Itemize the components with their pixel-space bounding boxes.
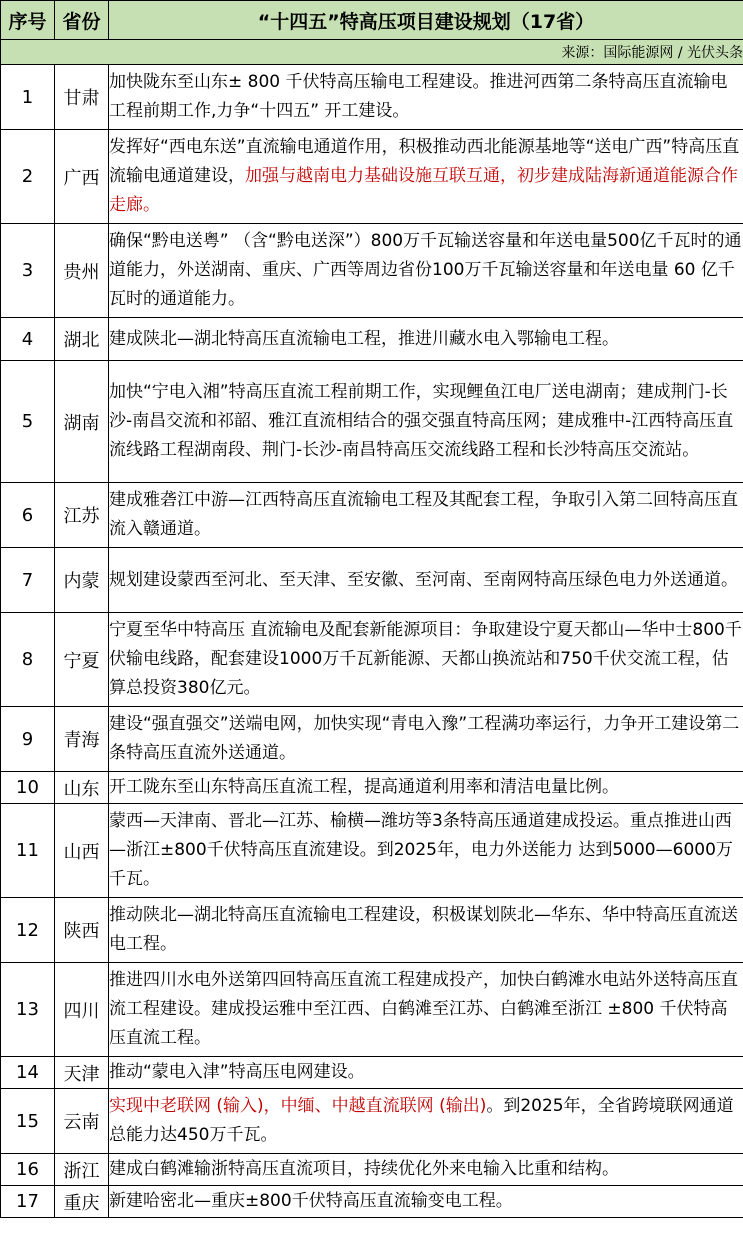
source-text: 来源：国际能源网 / 光伏头条	[1, 40, 743, 65]
header-province: 省份	[55, 1, 109, 40]
source-row	[1, 40, 743, 65]
table-row	[1, 1089, 743, 1154]
row-text: 新建哈密北—重庆±800千伏特高压直流输变电工程。	[109, 1191, 513, 1211]
row-province: 贵州	[55, 224, 109, 318]
row-text: 推动陕北—湖北特高压直流输电工程建设，积极谋划陕北—华东、华中特高压直流送电工程。	[109, 905, 738, 954]
row-content	[109, 898, 743, 963]
row-number: 14	[1, 1057, 55, 1089]
table-row	[1, 963, 743, 1057]
row-province: 青海	[55, 707, 109, 772]
row-province: 广西	[55, 130, 109, 224]
row-text-highlight: 实现中老联网 (输入)，中缅、中越直流联网 (输出)	[109, 1096, 487, 1116]
table-row	[1, 224, 743, 318]
row-text: 建设“强直强交”送端电网，加快实现“青电入豫”工程满功率运行，力争开工建设第二条特高压直流外送通道。	[109, 714, 740, 763]
row-content	[109, 613, 743, 707]
row-number: 8	[1, 613, 55, 707]
row-number: 5	[1, 361, 55, 483]
header-row	[1, 1, 743, 40]
table-row	[1, 318, 743, 361]
row-text: 建成陕北—湖北特高压直流输电工程，推进川藏水电入鄂输电工程。	[109, 328, 619, 349]
row-province: 湖北	[55, 318, 109, 361]
table-row	[1, 772, 743, 804]
row-content	[109, 1186, 743, 1218]
row-content	[109, 707, 743, 772]
row-content	[109, 224, 743, 318]
row-province: 陕西	[55, 898, 109, 963]
row-text: 加快陇东至山东± 800 千伏特高压输电工程建设。推进河西第二条特高压直流输电工程前期工作,力争“十四五” 开工建设。	[109, 72, 728, 121]
table-row	[1, 483, 743, 548]
row-number: 10	[1, 772, 55, 804]
row-province: 山东	[55, 772, 109, 804]
row-text-highlight: 加强与越南电力基础设施互联互通，初步建成陆海新通道能源合作走廊。	[109, 166, 738, 215]
row-text: 确保“黔电送粤” （含“黔电送深”）800万千瓦输送容量和年送电量500亿千瓦时的通道能力，外送湖南、重庆、广西等周边省份100万千瓦输送容量和年送电量 60 亿千瓦时的通道能力。	[109, 231, 742, 309]
row-number: 16	[1, 1154, 55, 1186]
row-content	[109, 130, 743, 224]
row-text: 建成雅砻江中游—江西特高压直流输电工程及其配套工程，争取引入第二回特高压直流入赣通道。	[109, 490, 738, 539]
row-content	[109, 548, 743, 613]
row-province: 内蒙	[55, 548, 109, 613]
row-text: 发挥好“西电东送”直流输电通道作用，积极推动西北能源基地等“送电广西”特高压直流输电通道建设，	[109, 137, 740, 186]
row-province: 浙江	[55, 1154, 109, 1186]
table-row	[1, 1057, 743, 1089]
row-content	[109, 804, 743, 898]
row-number: 17	[1, 1186, 55, 1218]
row-province: 江苏	[55, 483, 109, 548]
table-title: “十四五”特高压项目建设规划（17省）	[109, 1, 743, 40]
table-row	[1, 65, 743, 130]
table-row	[1, 361, 743, 483]
row-number: 7	[1, 548, 55, 613]
row-content	[109, 1089, 743, 1154]
row-number: 15	[1, 1089, 55, 1154]
row-content	[109, 65, 743, 130]
row-number: 1	[1, 65, 55, 130]
table-row	[1, 1154, 743, 1186]
row-province: 天津	[55, 1057, 109, 1089]
row-content	[109, 318, 743, 361]
row-content	[109, 361, 743, 483]
row-content	[109, 1057, 743, 1089]
row-number: 9	[1, 707, 55, 772]
table-row	[1, 1186, 743, 1218]
row-number: 12	[1, 898, 55, 963]
row-text: 推进四川水电外送第四回特高压直流工程建成投产，加快白鹤滩水电站外送特高压直流工程建设。建成投运雅中至江西、白鹤滩至江苏、白鹤滩至浙江 ±800 千伏特高压直流工程。	[109, 970, 738, 1048]
row-text: 。到2025年，全省跨境联网通道总能力达450万千瓦。	[109, 1096, 734, 1145]
row-number: 11	[1, 804, 55, 898]
row-text: 推动“蒙电入津”特高压电网建设。	[109, 1062, 365, 1082]
row-number: 6	[1, 483, 55, 548]
table-row	[1, 548, 743, 613]
row-content	[109, 1154, 743, 1186]
table-row	[1, 130, 743, 224]
row-content	[109, 483, 743, 548]
row-number: 2	[1, 130, 55, 224]
row-text: 开工陇东至山东特高压直流工程，提高通道利用率和清洁电量比例。	[109, 777, 619, 797]
row-province: 四川	[55, 963, 109, 1057]
row-text: 建成白鹤滩输浙特高压直流项目，持续优化外来电输入比重和结构。	[109, 1159, 619, 1179]
row-text: 蒙西—天津南、晋北—江苏、榆横—潍坊等3条特高压通道建成投运。重点推进山西—浙江±800千伏特高压直流建设。到2025年，电力外送能力 达到5000—6000万千瓦。	[109, 811, 733, 889]
row-content	[109, 772, 743, 804]
row-province: 重庆	[55, 1186, 109, 1218]
row-text: 规划建设蒙西至河北、至天津、至安徽、至河南、至南网特高压绿色电力外送通道。	[109, 569, 738, 590]
row-number: 3	[1, 224, 55, 318]
row-province: 甘肃	[55, 65, 109, 130]
row-text: 宁夏至华中特高压 直流输电及配套新能源项目：争取建设宁夏天都山—华中士800千伏输电线路，配套建设1000万千瓦新能源、天都山换流站和750千伏交流工程，估算总投资380亿元。	[109, 620, 742, 698]
row-text: 加快“宁电入湘”特高压直流工程前期工作，实现鲤鱼江电厂送电湖南；建成荆门-长沙-南昌交流和祁韶、雅江直流相结合的强交强直特高压网；建成雅中-江西特高压直流线路工程湖南段、荆门-长沙-南昌特高压交流线路工程和长沙特高压交流站。	[109, 382, 734, 460]
row-province: 云南	[55, 1089, 109, 1154]
header-no: 序号	[1, 1, 55, 40]
row-number: 13	[1, 963, 55, 1057]
row-content	[109, 963, 743, 1057]
row-province: 山西	[55, 804, 109, 898]
row-province: 湖南	[55, 361, 109, 483]
table-row	[1, 707, 743, 772]
table-row	[1, 613, 743, 707]
table-row	[1, 898, 743, 963]
table-row	[1, 804, 743, 898]
row-province: 宁夏	[55, 613, 109, 707]
row-number: 4	[1, 318, 55, 361]
